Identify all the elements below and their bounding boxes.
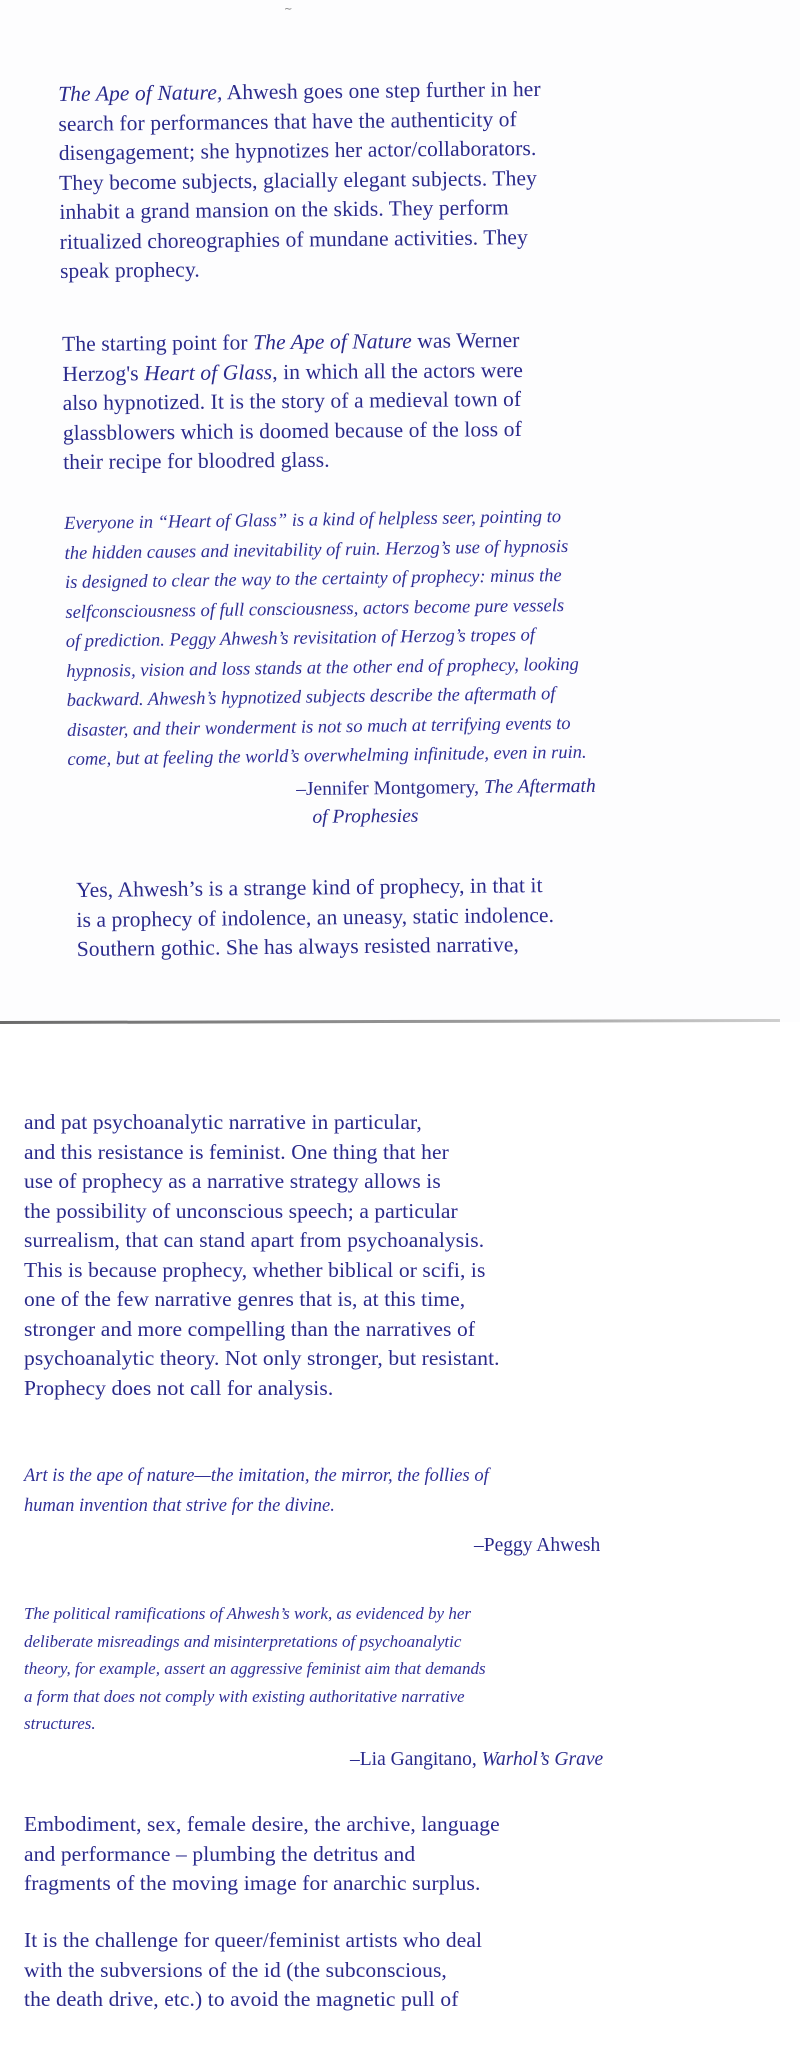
paragraph-strange-prophecy (76, 871, 555, 964)
scan-mark-icon: ∼ (284, 4, 293, 15)
quote-lia-gangitano (24, 1600, 486, 1738)
text-line: Embodiment, sex, female desire, the archive, language (24, 1812, 500, 1836)
text-line: and performance – plumbing the detritus and (24, 1841, 416, 1866)
text-line: Prophecy does not call for analysis. (24, 1375, 334, 1400)
text-line: is a prophecy of indolence, an uneasy, static indolence. (76, 902, 555, 932)
paragraph-psychoanalytic-narrative (24, 1108, 500, 1403)
quote-jennifer-montgomery (64, 503, 587, 776)
text-line: one of the few narrative genres that is, at this time, (24, 1287, 466, 1311)
text-line: with the subversions of the id (the subconscious, (24, 1957, 447, 1982)
text-line: Yes, Ahwesh’s is a strange kind of prophecy, in that it (76, 873, 543, 902)
quote-attribution-montgomery: –Jennifer Montgomery, The Aftermath of Prophesies (296, 775, 596, 828)
text-line: It is the challenge for queer/feminist artists who deal (24, 1928, 483, 1952)
text-line: Everyone in “Heart of Glass” is a kind of helpless seer, pointing to (64, 507, 562, 534)
text-line: come, but at feeling the world’s overwhelming infinitude, even in ruin. (67, 742, 587, 770)
text-line: a form that does not comply with existing authoritative narrative (24, 1686, 465, 1706)
text-line: The starting point for The Ape of Nature was Werner (62, 328, 520, 356)
page-divider (0, 1019, 780, 1024)
text-line: is designed to clear the way to the certainty of prophecy: minus the (64, 566, 562, 593)
text-line: surrealism, that can stand apart from psychoanalysis. (24, 1228, 485, 1252)
quote-peggy-ahwesh (24, 1462, 489, 1521)
text-line: the death drive, etc.) to avoid the magnetic pull of (24, 1987, 459, 2011)
text-line: and pat psychoanalytic narrative in particular, (24, 1110, 422, 1134)
text-line: use of prophecy as a narrative strategy allows is (24, 1169, 441, 1193)
text-line: also hypnotized. It is the story of a medieval town of (62, 386, 522, 415)
text-line: stronger and more compelling than the narratives of (24, 1316, 476, 1341)
text-line: the possibility of unconscious speech; a particular (24, 1198, 458, 1223)
film-title: The Ape of Nature, (58, 80, 223, 106)
text-line: This is because prophecy, whether biblical or scifi, is (24, 1257, 486, 1282)
text-line: glassblowers which is doomed because of the loss of (62, 416, 522, 445)
quote-attribution-ahwesh: –Peggy Ahwesh (474, 1535, 601, 1556)
text-line: selfconsciousness of full consciousness, actors become pure vessels (65, 595, 565, 623)
top-page (0, 0, 800, 1022)
text-line: hypnosis, vision and loss stands at the other end of prophecy, looking (66, 654, 580, 682)
text-line: and this resistance is feminist. One thing that her (24, 1139, 449, 1164)
paragraph-embodiment (24, 1810, 500, 1899)
paragraph-starting-point (62, 326, 524, 478)
text-line: psychoanalytic theory. Not only stronger, but resistant. (24, 1346, 500, 1370)
text-line: theory, for example, assert an aggressive feminist aim that demands (24, 1659, 486, 1678)
paragraph-challenge (24, 1926, 482, 2015)
text-line: human invention that strive for the divine. (24, 1495, 335, 1516)
paragraph-ape-of-nature: The Ape of Nature, Ahwesh goes one step further in her search for performances that have the authenticity of disengagement; she hypnotizes her actor/collaborators. They become subjects, glacially elegant subjects. They inhabit a grand mansion on the skids. They perform ritualized choreographies of mundane activities. They speak prophecy. (58, 76, 541, 283)
text-line: their recipe for bloodred glass. (63, 447, 330, 474)
text-line: of prediction. Peggy Ahwesh’s revisitation of Herzog’s tropes of (65, 625, 536, 652)
text-line: Herzog's Heart of Glass, in which all the actors were (62, 357, 524, 386)
text-line: backward. Ahwesh’s hypnotized subjects describe the aftermath of (66, 684, 556, 711)
text-line: Southern gothic. She has always resisted narrative, (76, 932, 520, 961)
text-line: disaster, and their wonderment is not so much at terrifying events to (66, 713, 571, 741)
text-line: the hidden causes and inevitability of ruin. Herzog’s use of hypnosis (64, 536, 569, 564)
text-line: Art is the ape of nature—the imitation, the mirror, the follies of (24, 1466, 489, 1486)
text-line: The political ramifications of Ahwesh’s work, as evidenced by her (24, 1604, 471, 1623)
text-line: deliberate misreadings and misinterpretations of psychoanalytic (24, 1631, 462, 1651)
bottom-page (0, 1036, 800, 2068)
quote-attribution-gangitano: –Lia Gangitano, Warhol’s Grave (350, 1749, 604, 1770)
text-line: fragments of the moving image for anarchic surplus. (24, 1871, 481, 1895)
text-line: structures. (24, 1714, 96, 1733)
